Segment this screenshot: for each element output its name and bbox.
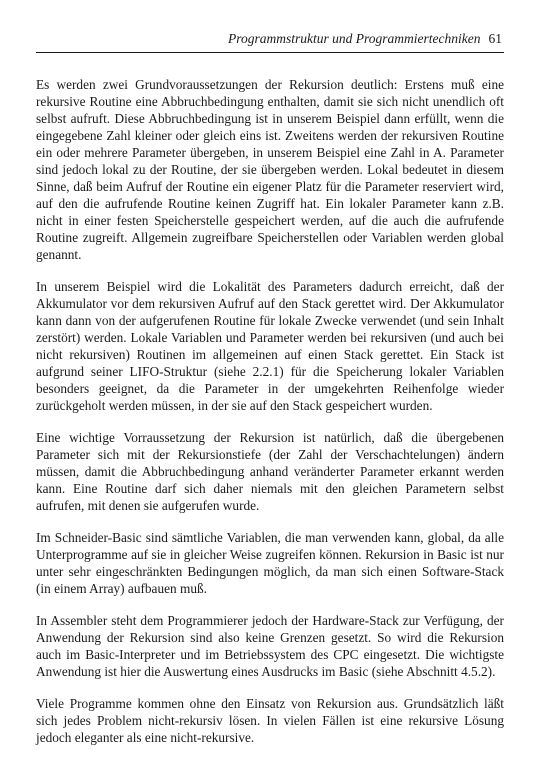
paragraph-basic-variables: Im Schneider-Basic sind sämtliche Variablen, die man verwenden kann, global, da alle Unterprogramme auf sie in gleicher Weise zugreifen können. Rekursion in Basic ist nur unter sehr eingeschränkten Bedingungen möglich, da man sich einen Software-Stack (in einem Array) aufbauen muß. (36, 530, 504, 596)
paragraph-non-recursive-solutions: Viele Programme kommen ohne den Einsatz von Rekursion aus. Grundsätzlich läßt sich jedes Problem nicht-rekursiv lösen. In vielen Fällen ist eine rekursive Lösung jedoch eleganter als eine nicht-rekursive. (36, 696, 504, 745)
paragraph-recursion-prerequisites: Es werden zwei Grundvoraussetzungen der Rekursion deutlich: Erstens muß eine rekursive Routine eine Abbruchbedingung enthalten, damit sie sich nicht unendlich oft selbst aufruft. Diese Abbruchbedingung ist in unserem Beispiel dann erfüllt, wenn die eingegebene Zahl kleiner oder gleich eins ist. Zweitens werden der rekursiven Routine ein oder mehrere Parameter übergeben, in unserem Beispiel eine Zahl in A. Parameter sind jedoch lokal zu der Routine, der sie übergeben werden. Lokal bedeutet in diesem Sinne, daß beim Aufruf der Routine ein eigener Platz für die Parameter reserviert wird, auf den die aufrufende Routine keinen Zugriff hat. Ein lokaler Parameter kann z.B. nicht in einer festen Speicherstelle gespeichert werden, auf die auch die aufrufende Routine zugreift. Allgemein zugreifbare Speicherstellen oder Variablen werden global genannt. (36, 77, 504, 262)
page-number: 61 (488, 31, 502, 46)
paragraph-assembler-stack: In Assembler steht dem Programmierer jedoch der Hardware-Stack zur Verfügung, der Anwendung der Rekursion sind also keine Grenzen gesetzt. So wird die Rekursion auch im Basic-Interpreter und im Betriebssystem des CPC eingesetzt. Die wichtigste Anwendung ist hier die Auswertung eines Ausdrucks im Basic (siehe Abschnitt 4.5.2). (36, 613, 504, 679)
header-title: Programmstruktur und Programmiertechniken (228, 31, 481, 46)
paragraph-parameter-locality: In unserem Beispiel wird die Lokalität des Parameters dadurch erreicht, daß der Akkumulator vor dem rekursiven Aufruf auf den Stack gerettet wird. Der Akkumulator kann dann von der aufgerufenen Routine für lokale Zwecke verwendet (und sein Inhalt zerstört) werden. Lokale Variablen und Parameter werden bei rekursiven (und auch bei nicht rekursiven) Routinen im allgemeinen auf einen Stack gerettet. Ein Stack ist aufgrund seiner LIFO-Struktur (siehe 2.2.1) für die Speicherung lokaler Variablen besonders geeignet, da die Parameter in der umgekehrten Reihenfolge wieder zurückgeholt werden müssen, in der sie auf den Stack gespeichert wurden. (36, 279, 504, 413)
body-text (36, 76, 504, 761)
header-rule (36, 52, 504, 53)
running-header (36, 31, 502, 47)
paragraph-changing-parameters: Eine wichtige Vorraussetzung der Rekursion ist natürlich, daß die übergebenen Parameter sich mit der Rekursionstiefe (der Zahl der Verschachtelungen) ändern müssen, damit die Abbruchbedingung anhand veränderter Parameter erkannt werden kann. Eine Routine darf sich daher niemals mit den gleichen Parametern selbst aufrufen, mit denen sie aufgerufen wurde. (36, 430, 504, 513)
